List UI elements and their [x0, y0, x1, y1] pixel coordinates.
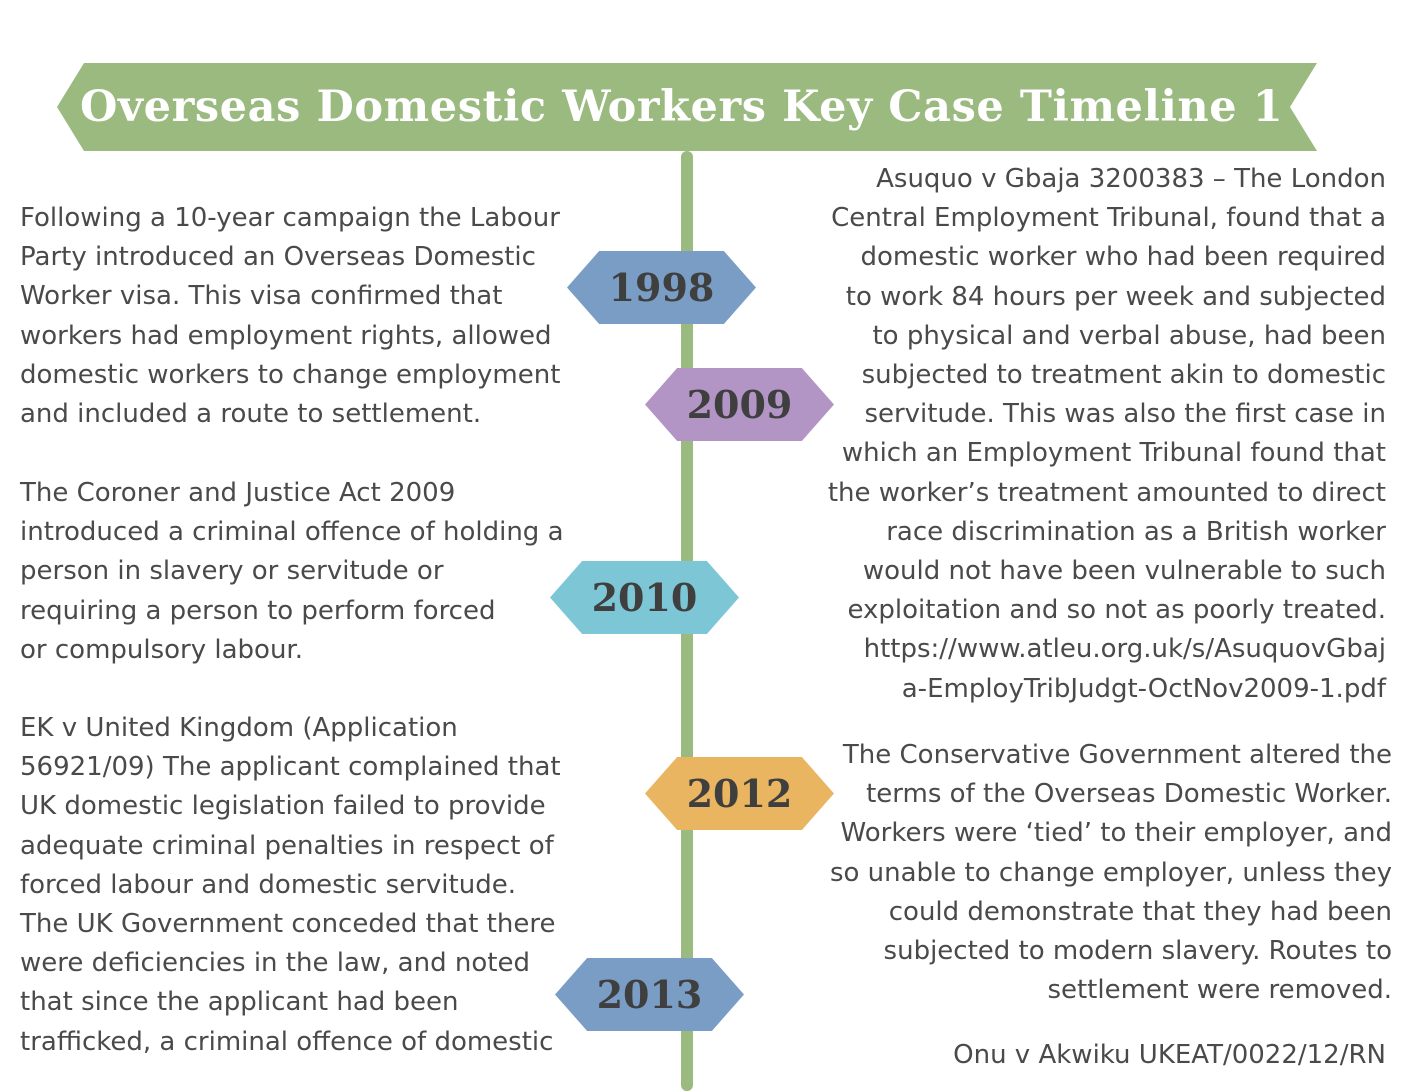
entry-2010-coroner-justice-act: The Coroner and Justice Act 2009 introduced a criminal offence of holding a person in slavery or servitude or requiring a person to perform forced or compulsory labour.: [20, 478, 564, 665]
year-label-1998: 1998: [608, 265, 715, 310]
year-label-2009: 2009: [686, 382, 793, 427]
year-label-2012: 2012: [686, 771, 793, 816]
year-label-2010: 2010: [591, 575, 698, 620]
entry-2012-conservative-visa-change: The Conservative Government altered the terms of the Overseas Domestic Worker. Workers were ‘tied’ to their employer, and so unable to change employer, unless they could demonstrate that they had been subjected to modern slavery. Routes to settlement were removed.: [829, 740, 1392, 1006]
page-title: Overseas Domestic Workers Key Case Timeline 1: [80, 82, 1284, 132]
entry-2013-ek-v-uk: EK v United Kingdom (Application 56921/09) The applicant complained that UK domestic legislation failed to provide adequate criminal penalties in respect of forced labour and domestic servitude. The UK Government conceded that there were deficiencies in the law, and noted that since the applicant had been trafficked, a criminal offence of domestic: [20, 713, 561, 1057]
entry-onu-v-akwiku: Onu v Akwiku UKEAT/0022/12/RN: [953, 1040, 1386, 1070]
year-label-2013: 2013: [596, 972, 703, 1017]
entry-1998-labour-visa: Following a 10-year campaign the Labour Party introduced an Overseas Domestic Worker visa. This visa confirmed that workers had employment rights, allowed domestic workers to change employment and included a route to settlement.: [20, 203, 561, 430]
entry-2009-asuquo-v-gbaja: Asuquo v Gbaja 3200383 – The London Central Employment Tribunal, found that a domestic worker who had been required to work 84 hours per week and subjected to physical and verbal abuse, had been subjected to treatment akin to domestic servitude. This was also the first case in which an Employment Tribunal found that the worker’s treatment amounted to direct race discrimination as a British worker would not have been vulnerable to such exploitation and so not as poorly treated. https://www.atleu.org.uk/s/AsuquovGbaj a-EmployTribJudgt-OctNov2009-1.pdf: [827, 164, 1386, 704]
